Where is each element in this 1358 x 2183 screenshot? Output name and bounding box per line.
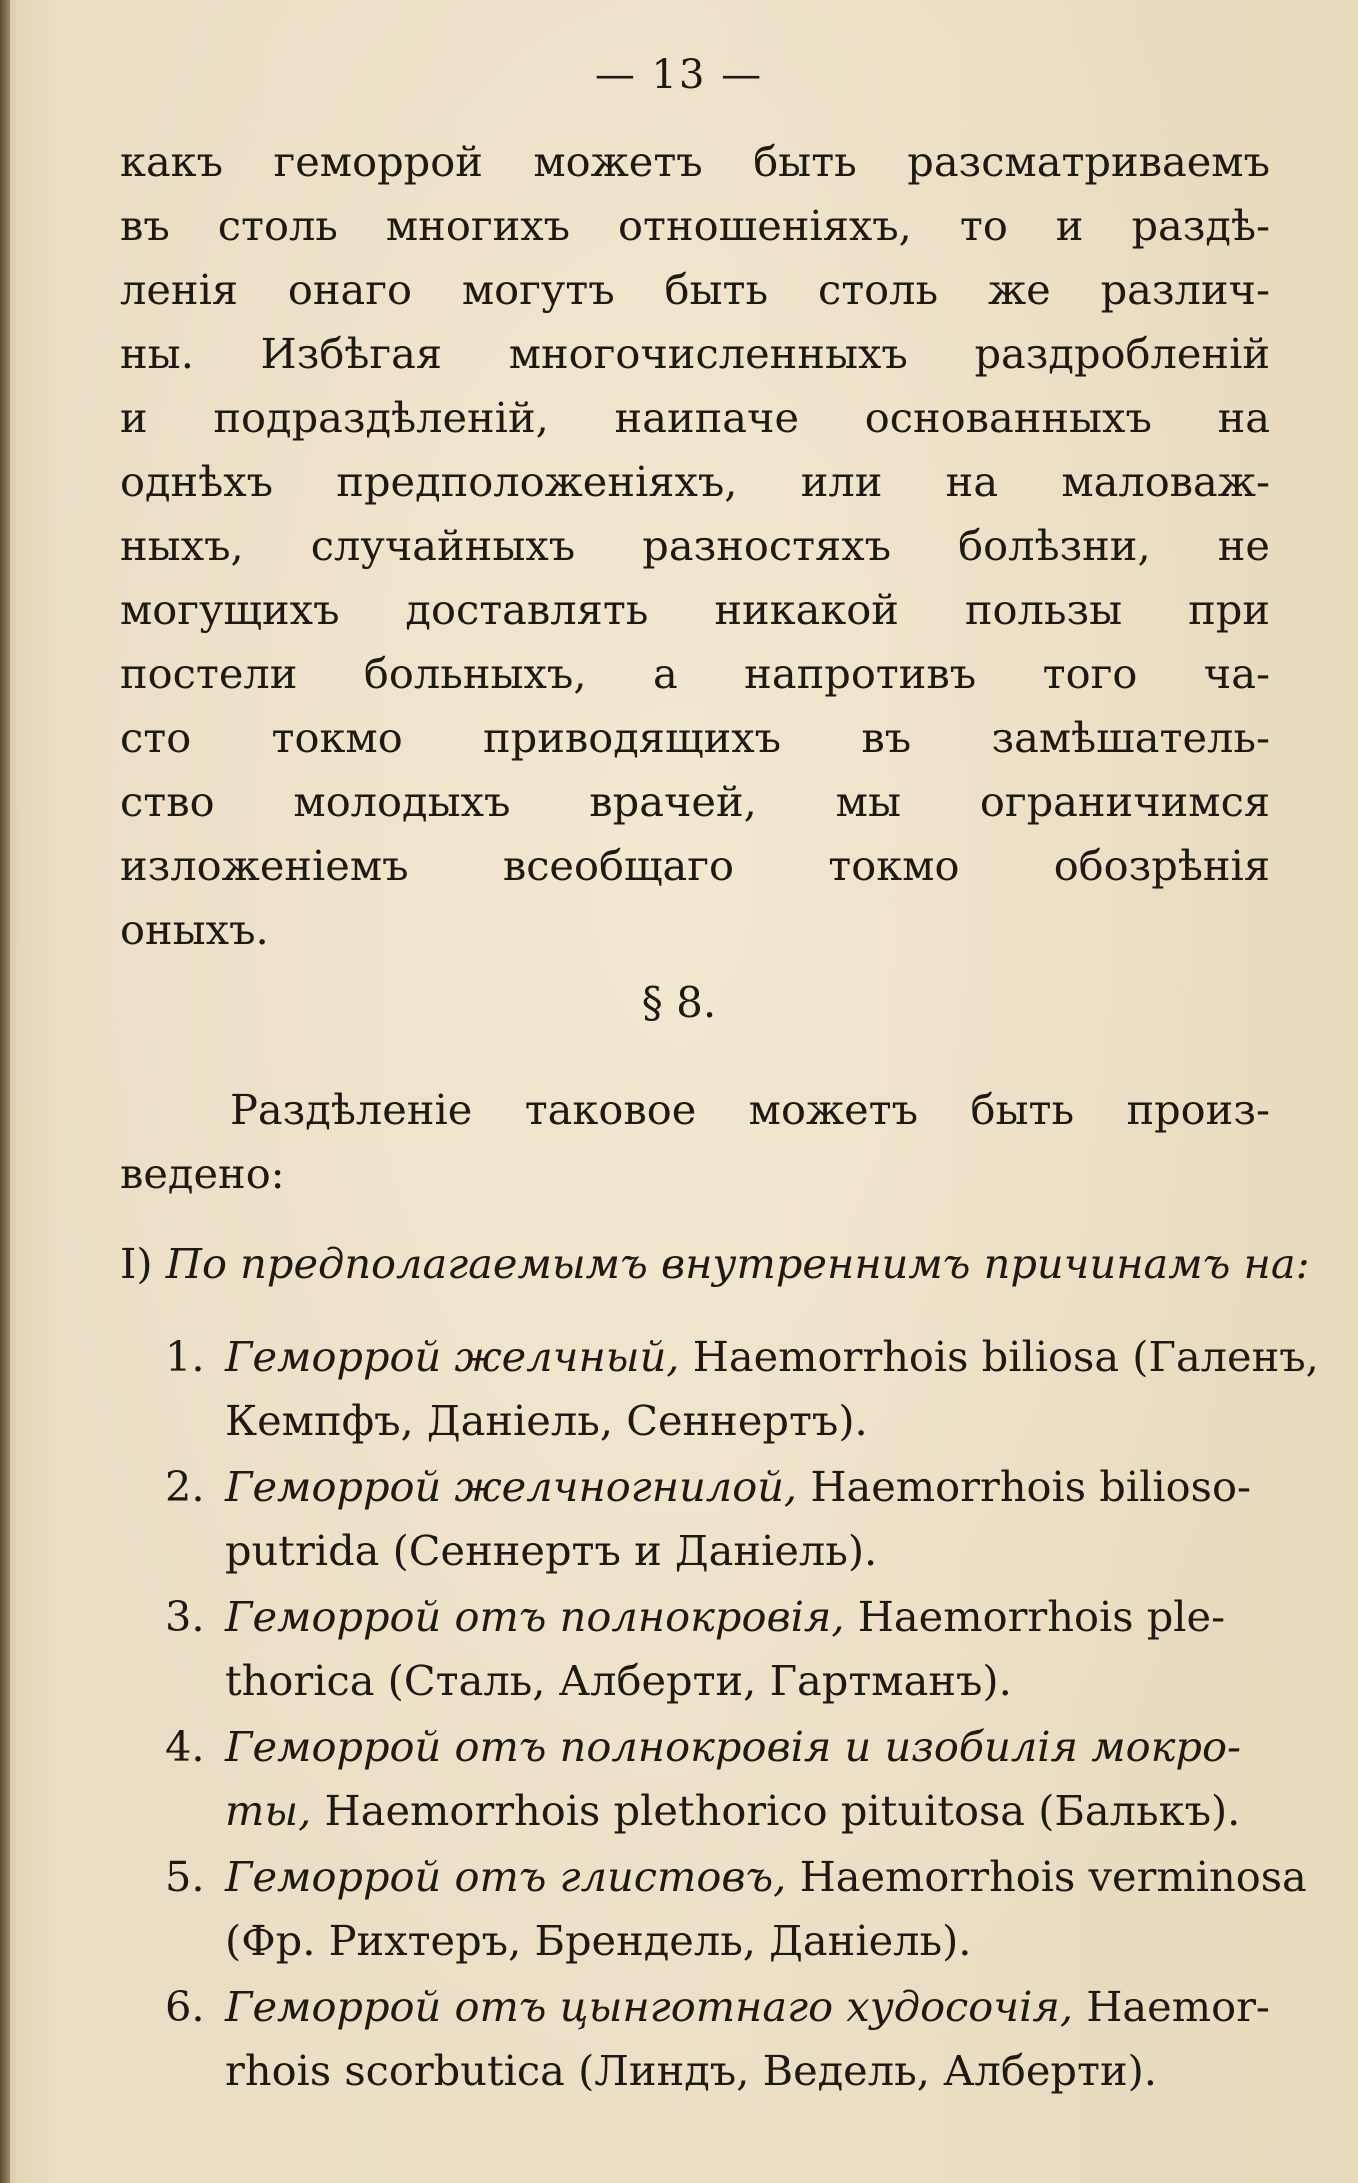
paragraph-2 — [120, 1078, 1270, 1206]
text-line: и подраздѣленій, наипаче основанныхъ на — [120, 393, 1270, 442]
list-item-latin: Haemorrhois verminosa — [786, 1852, 1307, 1901]
text-line: оныхъ. — [120, 905, 269, 954]
list-item-name: Геморрой желчногнилой, — [225, 1462, 798, 1511]
list-item-number: 4. — [165, 1722, 205, 1771]
text-line: ны. Избѣгая многочисленныхъ раздробленій — [120, 329, 1270, 378]
list-item-latin: Haemor- — [1073, 1982, 1270, 2031]
list-item-latin: Haemorrhois ple- — [844, 1592, 1226, 1641]
list-item — [165, 1845, 1307, 1973]
text-line: Раздѣленіе таковое можетъ быть произ- — [230, 1085, 1270, 1134]
text-line: ведено: — [120, 1149, 285, 1198]
list-item-name: Геморрой отъ цынготнаго худосочія, — [225, 1982, 1074, 2031]
heading-marker: I) — [120, 1239, 153, 1288]
list-item — [165, 1975, 1275, 2103]
list-item-number: 1. — [165, 1332, 205, 1381]
list-item-continuation-italic: ты, — [225, 1786, 312, 1835]
text-line: въ столь многихъ отношеніяхъ, то и раздѣ- — [120, 201, 1270, 250]
text-line: однѣхъ предположеніяхъ, или на маловаж- — [120, 457, 1270, 506]
page-spine-edge — [0, 0, 10, 2183]
text-line: могущихъ доставлять никакой пользы при — [120, 585, 1270, 634]
list-item-name: Геморрой отъ полнокровія и изобилія мокро- — [225, 1722, 1241, 1771]
text-line: ныхъ, случайныхъ разностяхъ болѣзни, не — [120, 521, 1270, 570]
text-line: какъ геморрой можетъ быть разсматриваемъ — [120, 137, 1270, 186]
list-item-name: Геморрой отъ глистовъ, — [225, 1852, 787, 1901]
text-line: ленія онаго могутъ быть столь же различ- — [120, 265, 1270, 314]
list-item — [165, 1455, 1275, 1583]
list-item-latin: Haemorrhois bilioso- — [797, 1462, 1251, 1511]
classification-heading — [120, 1232, 1310, 1296]
list-item-number: 3. — [165, 1592, 205, 1641]
list-item-continuation-latin: Haemorrhois plethorico pituitosa (Балькъ). — [311, 1786, 1241, 1835]
list-item-continuation: (Фр. Рихтеръ, Брендель, Даніель). — [225, 1916, 972, 1965]
list-item — [165, 1325, 1319, 1453]
page-number: — 13 — — [594, 52, 764, 98]
list-item — [165, 1585, 1275, 1713]
text-line: постели больныхъ, а напротивъ того ча- — [120, 649, 1270, 698]
list-item-name: Геморрой отъ полнокровія, — [225, 1592, 845, 1641]
list-item-continuation: rhois scorbutica (Линдъ, Ведель, Алберти). — [225, 2046, 1157, 2095]
paragraph-1 — [120, 130, 1270, 962]
list-item-continuation — [165, 1779, 1275, 1843]
list-item-latin: Haemorrhois biliosa (Галенъ, — [679, 1332, 1319, 1381]
text-line: сто токмо приводящихъ въ замѣшатель- — [120, 713, 1270, 762]
list-item-number: 5. — [165, 1852, 205, 1901]
classification-list — [165, 1325, 1319, 2105]
list-item-number: 6. — [165, 1982, 205, 2031]
text-line: ство молодыхъ врачей, мы ограничимся — [120, 777, 1270, 826]
list-item-continuation: Кемпфъ, Даніель, Сеннертъ). — [225, 1396, 868, 1445]
list-item — [165, 1715, 1275, 1843]
text-line: изложеніемъ всеобщаго токмо обозрѣнія — [120, 841, 1270, 890]
heading-text: По предполагаемымъ внутреннимъ причинамъ на: — [165, 1239, 1310, 1288]
list-item-continuation: thorica (Сталь, Алберти, Гартманъ). — [225, 1656, 1012, 1705]
list-item-continuation: putrida (Сеннертъ и Даніель). — [225, 1526, 878, 1575]
section-heading: § 8. — [641, 978, 717, 1027]
list-item-number: 2. — [165, 1462, 205, 1511]
list-item-name: Геморрой желчный, — [225, 1332, 680, 1381]
